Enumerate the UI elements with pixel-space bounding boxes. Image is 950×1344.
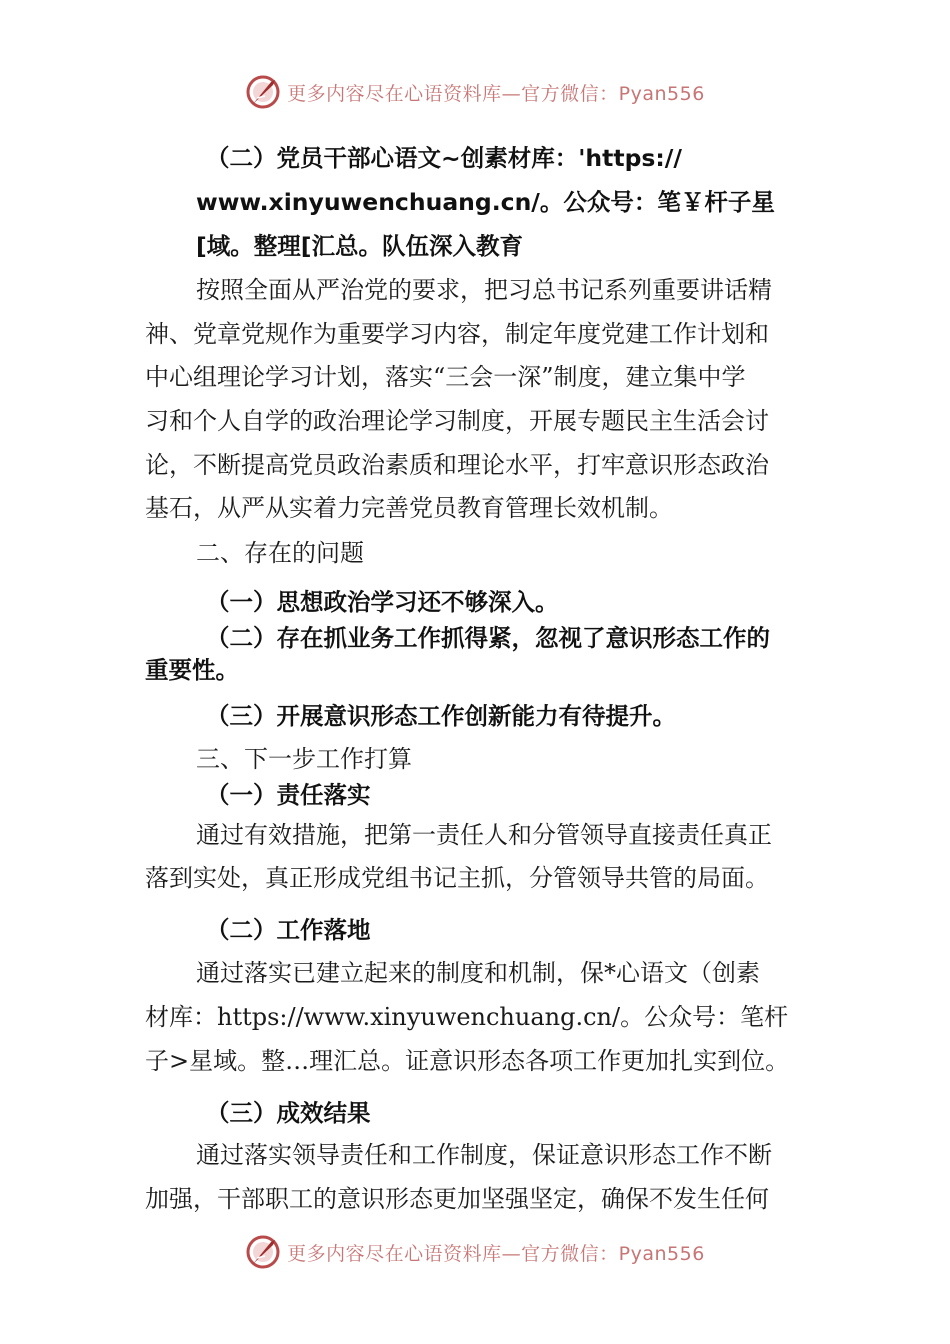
problem-2-line-2: 重要性。 [145,656,239,684]
footer-banner-text: 更多内容尽在心语资料库—官方微信：Pyan556 [287,1242,705,1265]
paragraph-line: 加强，干部职工的意识形态更加坚强坚定，确保不发生任何 [145,1185,769,1213]
paragraph-line: 通过落实领导责任和工作制度，保证意识形态工作不断 [196,1141,772,1169]
heading-2-line-1: （二）党员干部心语文~创素材库：'https:// [206,144,682,172]
paragraph-line: 材库：https://www.xinyuwenchuang.cn/。公众号：笔杆 [145,1003,789,1031]
quill-logo-icon [245,74,281,110]
section-2-title: 二、存在的问题 [196,539,364,567]
paragraph-line: 基石，从严从实着力完善党员教育管理长效机制。 [145,494,673,522]
footer-banner [0,1232,950,1272]
paragraph-line: 习和个人自学的政治理论学习制度，开展专题民主生活会讨 [145,407,769,435]
paragraph-line: 落到实处，真正形成党组书记主抓，分管领导共管的局面。 [145,864,769,892]
header-banner-text: 更多内容尽在心语资料库—官方微信：Pyan556 [287,82,705,105]
problem-3: （三）开展意识形态工作创新能力有待提升。 [206,702,676,730]
paragraph-line: 神、党章党规作为重要学习内容，制定年度党建工作计划和 [145,320,769,348]
paragraph-line: 通过落实已建立起来的制度和机制，保*心语文（创素 [196,959,760,987]
paragraph-line: 子>星域。整…理汇总。证意识形态各项工作更加扎实到位。 [145,1047,790,1075]
header-banner [0,72,950,112]
sub-2-title: （二）工作落地 [206,916,371,944]
sub-3-title: （三）成效结果 [206,1099,371,1127]
heading-2-line-3: [域。整理[汇总。队伍深入教育 [196,232,523,260]
paragraph-line: 中心组理论学习计划，落实“三会一深”制度，建立集中学 [145,363,746,391]
problem-2-line-1: （二）存在抓业务工作抓得紧，忽视了意识形态工作的 [206,624,770,652]
paragraph-line: 通过有效措施，把第一责任人和分管领导直接责任真正 [196,821,772,849]
heading-2-line-2: www.xinyuwenchuang.cn/。公众号：笔￥杆子星 [196,188,775,216]
section-3-title: 三、下一步工作打算 [196,745,412,773]
quill-logo-icon [245,1234,281,1270]
sub-1-title: （一）责任落实 [206,781,371,809]
paragraph-line: 按照全面从严治党的要求，把习总书记系列重要讲话精 [196,276,772,304]
paragraph-line: 论，不断提高党员政治素质和理论水平，打牢意识形态政治 [145,451,769,479]
problem-1: （一）思想政治学习还不够深入。 [206,588,559,616]
